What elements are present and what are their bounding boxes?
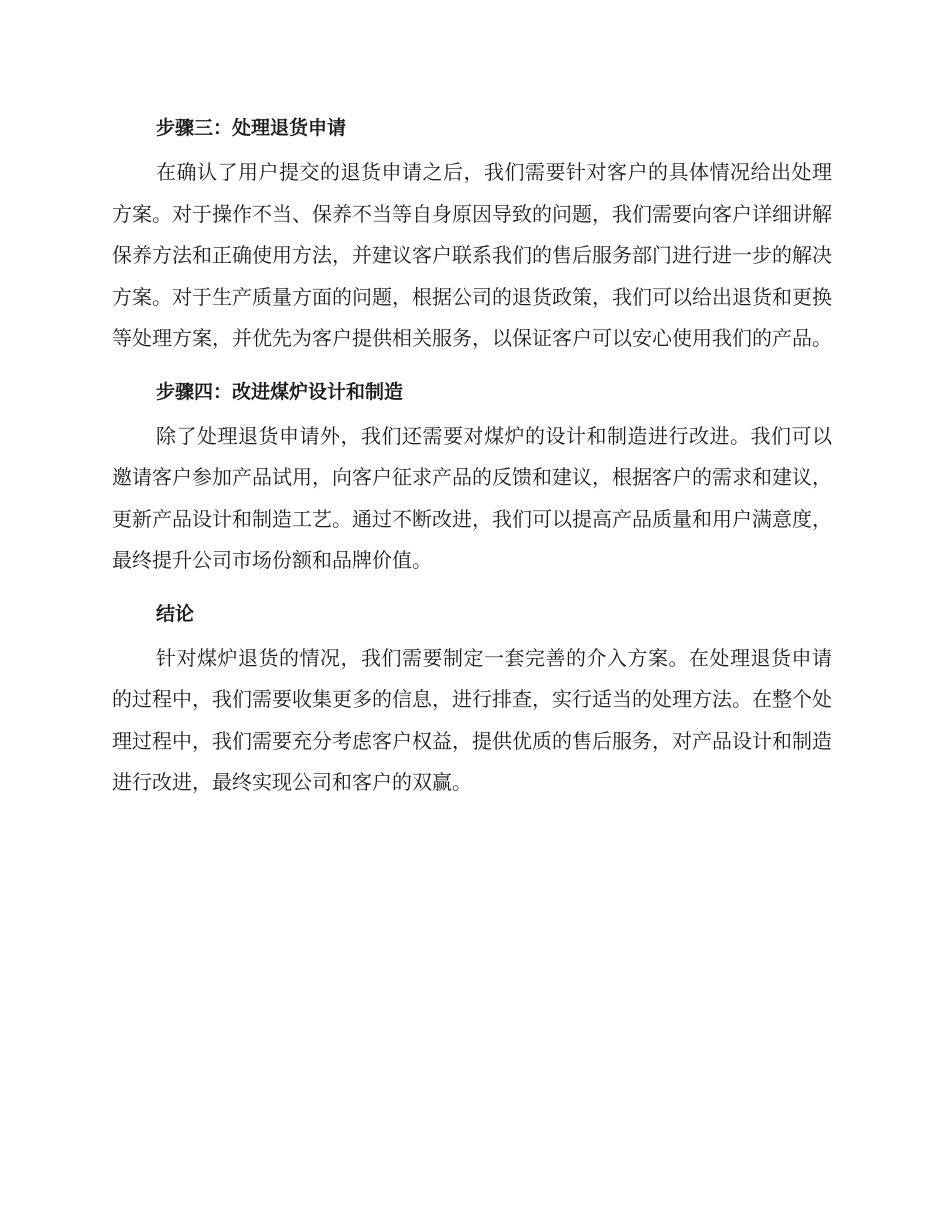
section-paragraph-step-three: 在确认了用户提交的退货申请之后，我们需要针对客户的具体情况给出处理方案。对于操作不当、保养不当等自身原因导致的问题，我们需要向客户详细讲解保养方法和正确使用方法，并建议客户联系我们的售后服务部门进行进一步的解决方案。对于生产质量方面的问题，根据公司的退货政策，我们可以给出退货和更换等处理方案，并优先为客户提供相关服务，以保证客户可以安心使用我们的产品。	[112, 160, 832, 350]
section-paragraph-step-four: 除了处理退货申请外，我们还需要对煤炉的设计和制造进行改进。我们可以邀请客户参加产品试用，向客户征求产品的反馈和建议，根据客户的需求和建议，更新产品设计和制造工艺。通过不断改进，我们可以提高产品质量和用户满意度，最终提升公司市场份额和品牌价值。	[112, 423, 832, 572]
section-heading-step-three: 步骤三：处理退货申请	[156, 117, 347, 139]
section-paragraph-conclusion: 针对煤炉退货的情况，我们需要制定一套完善的介入方案。在处理退货申请的过程中，我们需要收集更多的信息，进行排查，实行适当的处理方法。在整个处理过程中，我们需要充分考虑客户权益，提供优质的售后服务，对产品设计和制造进行改进，最终实现公司和客户的双赢。	[112, 645, 832, 794]
section-heading-conclusion: 结论	[156, 602, 195, 625]
section-heading-step-four: 步骤四：改进煤炉设计和制造	[156, 380, 404, 403]
document-body	[112, 108, 832, 816]
